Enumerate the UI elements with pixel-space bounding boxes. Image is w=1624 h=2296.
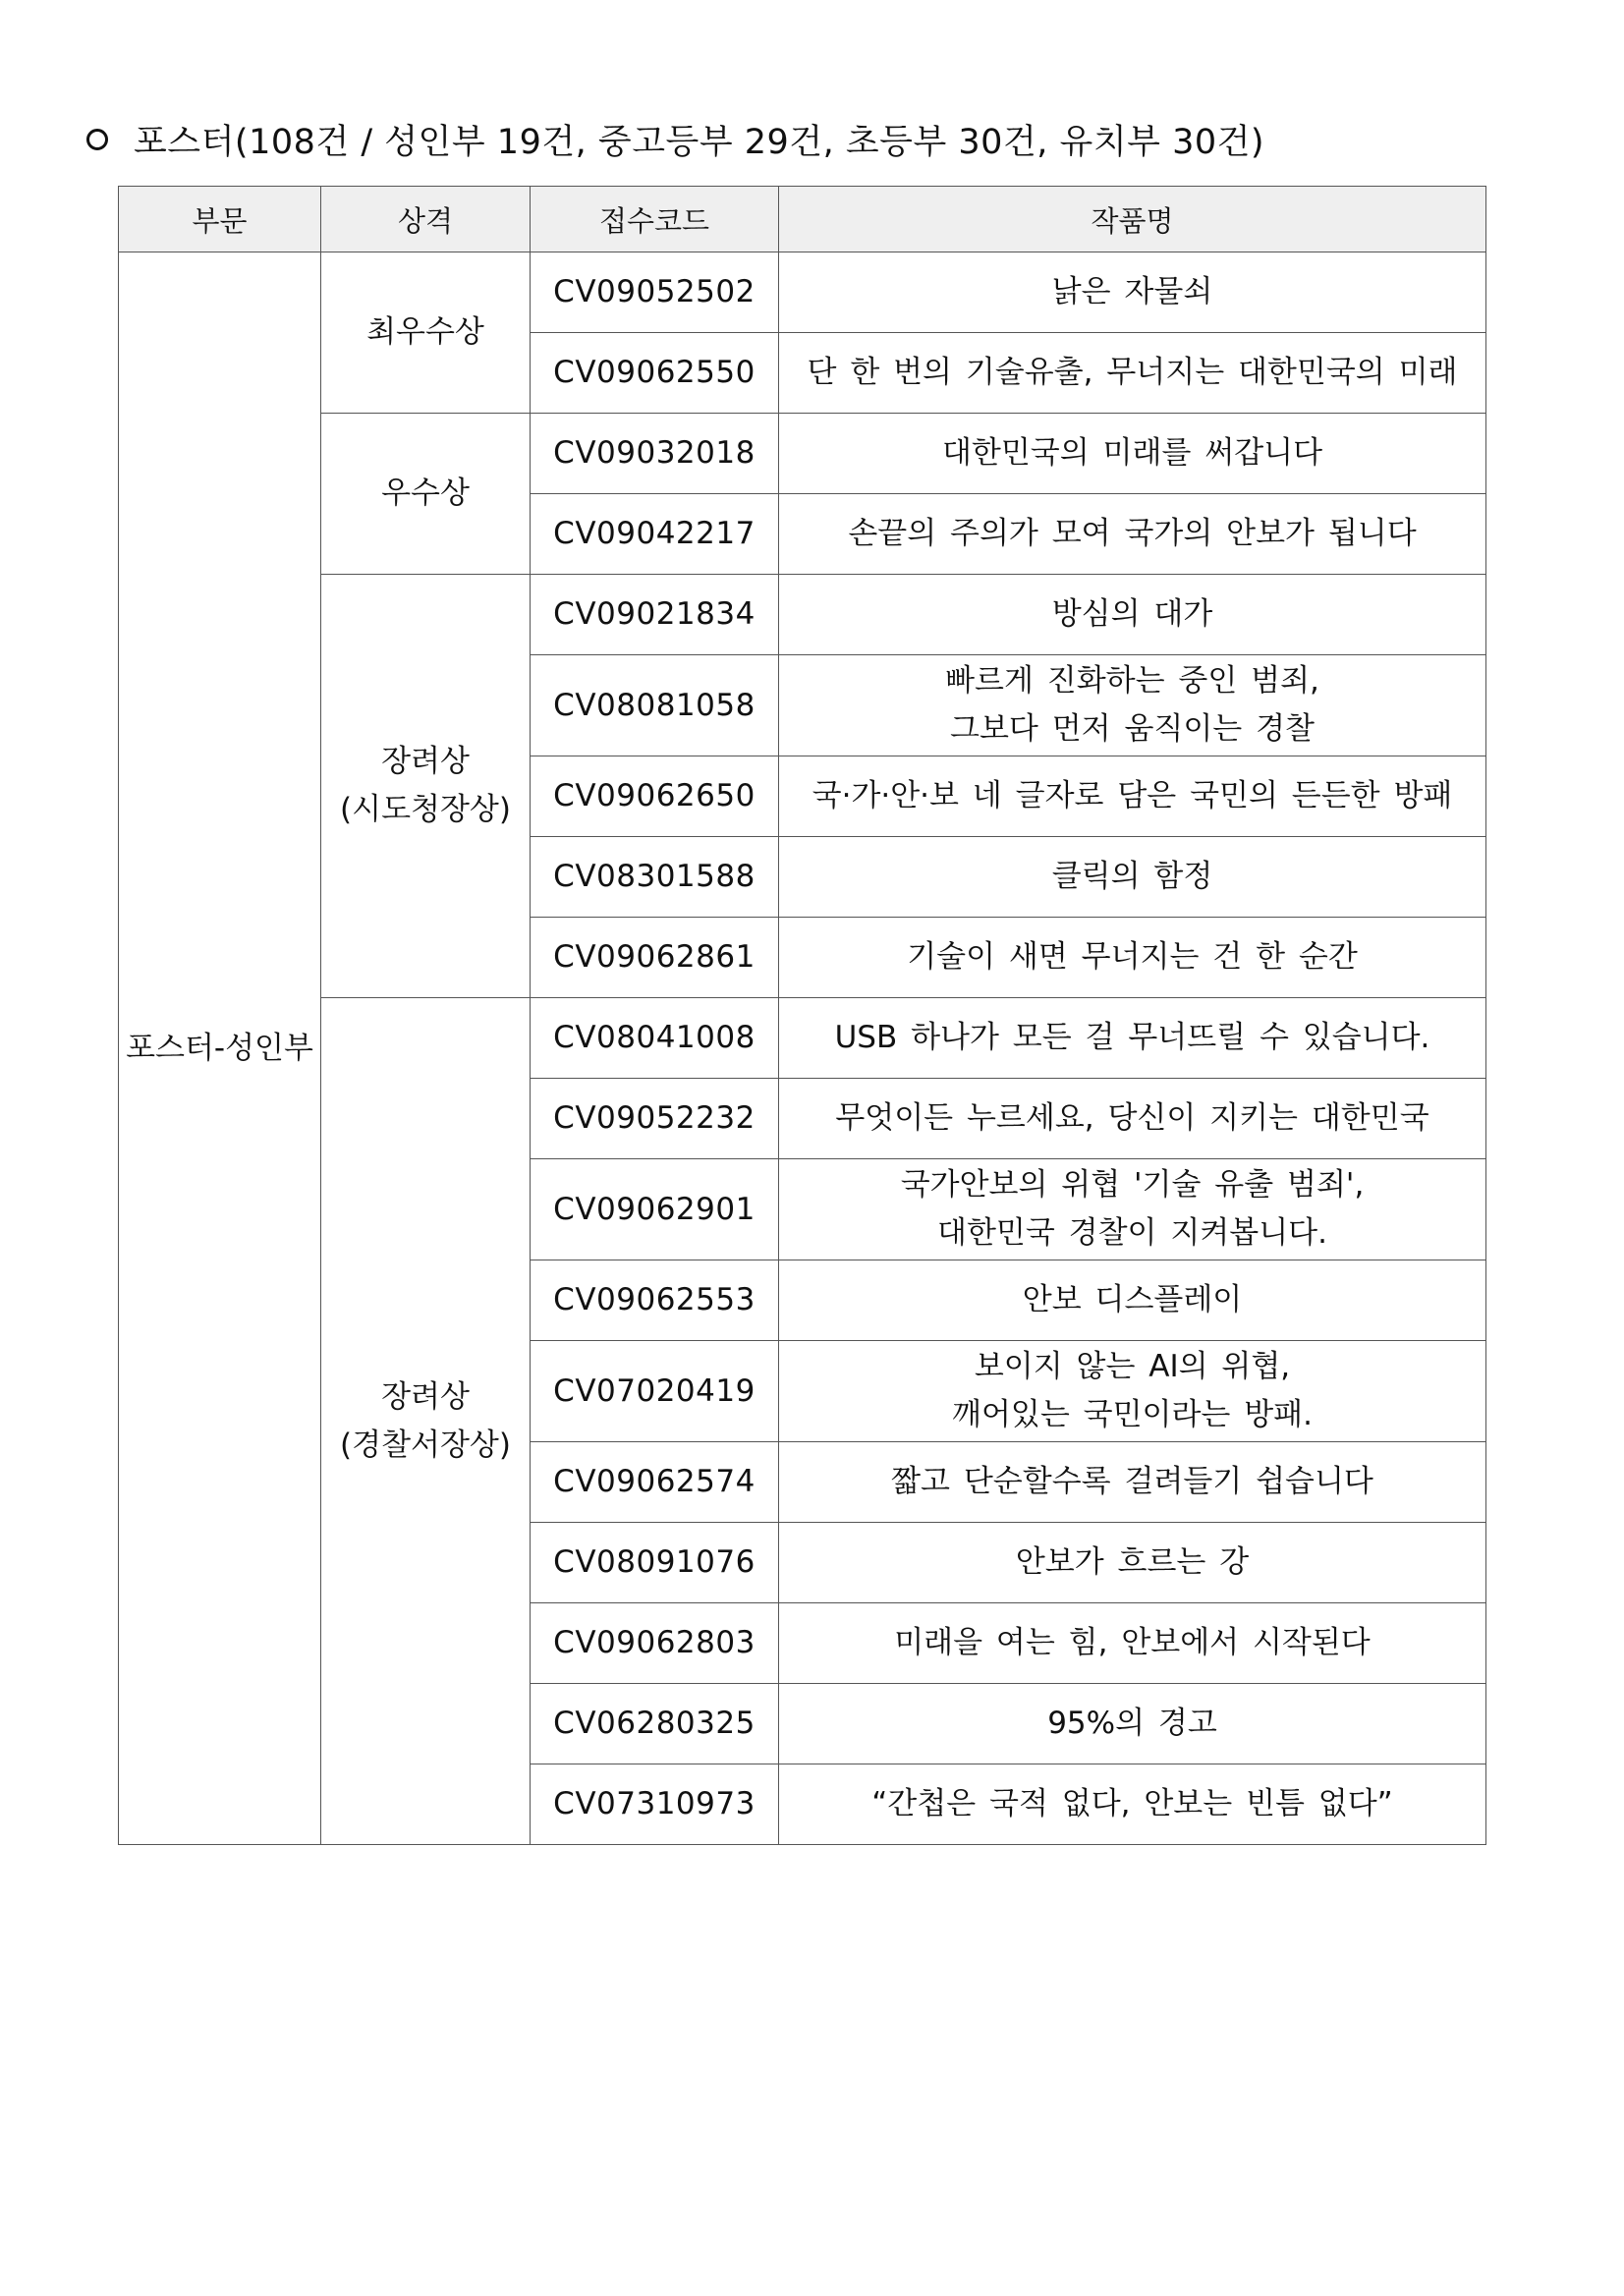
submission-code: CV09021834 — [531, 575, 779, 655]
submission-code: CV07310973 — [531, 1764, 779, 1845]
work-title-line: 빠르게 진화하는 중인 범죄, — [945, 663, 1319, 699]
work-title-line: 안보 디스플레이 — [1022, 1282, 1243, 1317]
award-cell — [321, 414, 531, 575]
table-body — [119, 252, 1486, 1845]
work-title-line: 무엇이든 누르세요, 당신이 지키는 대한민국 — [835, 1100, 1429, 1136]
submission-code: CV08081058 — [531, 655, 779, 756]
section-heading-text: 포스터(108건 / 성인부 19건, 중고등부 29건, 초등부 30건, 유치부 30건) — [134, 123, 1265, 162]
submission-code: CV09052232 — [531, 1079, 779, 1159]
award-label: 장려상 — [381, 1378, 470, 1415]
award-cell — [321, 998, 531, 1845]
work-title — [779, 1603, 1486, 1684]
work-title-line: “간첩은 국적 없다, 안보는 빈틈 없다” — [871, 1786, 1393, 1821]
work-title-line: 보이지 않는 AI의 위협, — [974, 1349, 1291, 1384]
work-title — [779, 998, 1486, 1079]
work-title-line: 대한민국의 미래를 써갑니다 — [941, 435, 1323, 471]
submission-code: CV08301588 — [531, 837, 779, 918]
work-title-line: 낡은 자물쇠 — [1051, 274, 1213, 309]
work-title-line: 국가안보의 위협 '기술 유출 범죄', — [900, 1167, 1365, 1203]
work-title — [779, 655, 1486, 756]
work-title-line: 95%의 경고 — [1047, 1706, 1217, 1741]
work-title — [779, 252, 1486, 333]
work-title — [779, 414, 1486, 494]
work-title — [779, 575, 1486, 655]
submission-code: CV09042217 — [531, 494, 779, 575]
submission-code: CV09062650 — [531, 756, 779, 837]
work-title-line: 대한민국 경찰이 지켜봅니다. — [937, 1215, 1327, 1251]
submission-code: CV09062574 — [531, 1442, 779, 1523]
work-title-line: 안보가 흐르는 강 — [1015, 1544, 1250, 1580]
award-label: 장려상 — [381, 744, 470, 779]
poster-results-table — [118, 186, 1486, 1845]
award-label: (시도청장상) — [340, 792, 511, 827]
submission-code: CV09062553 — [531, 1260, 779, 1341]
submission-code: CV08091076 — [531, 1523, 779, 1603]
category-cell: 포스터-성인부 — [119, 252, 321, 1845]
submission-code: CV09062861 — [531, 918, 779, 998]
award-label: 최우수상 — [366, 314, 484, 350]
work-title-line: 클릭의 함정 — [1051, 859, 1213, 894]
table-header-row — [119, 187, 1486, 252]
work-title — [779, 1260, 1486, 1341]
work-title-line: USB 하나가 모든 걸 무너뜨릴 수 있습니다. — [834, 1020, 1430, 1055]
header-code: 접수코드 — [531, 187, 779, 252]
work-title-line: 그보다 먼저 움직이는 경찰 — [950, 711, 1315, 747]
work-title — [779, 1341, 1486, 1442]
table-row — [119, 414, 1486, 494]
work-title-line: 기술이 새면 무너지는 건 한 순간 — [907, 939, 1358, 975]
work-title-line: 방심의 대가 — [1051, 596, 1213, 632]
circle-bullet-icon — [86, 129, 108, 150]
work-title-line: 짧고 단순할수록 걸려들기 쉽습니다 — [891, 1464, 1373, 1499]
work-title — [779, 333, 1486, 414]
submission-code: CV06280325 — [531, 1684, 779, 1764]
submission-code: CV09062901 — [531, 1159, 779, 1260]
award-cell — [321, 252, 531, 414]
work-title — [779, 1684, 1486, 1764]
work-title-line: 국·가·안·보 네 글자로 담은 국민의 든든한 방패 — [812, 778, 1453, 813]
table-row — [119, 998, 1486, 1079]
work-title — [779, 1159, 1486, 1260]
work-title — [779, 494, 1486, 575]
header-category: 부문 — [119, 187, 321, 252]
section-heading — [86, 116, 1264, 163]
submission-code: CV09052502 — [531, 252, 779, 333]
submission-code: CV08041008 — [531, 998, 779, 1079]
work-title-line: 깨어있는 국민이라는 방패. — [952, 1397, 1313, 1432]
work-title — [779, 1442, 1486, 1523]
submission-code: CV07020419 — [531, 1341, 779, 1442]
work-title-line: 손끝의 주의가 모여 국가의 안보가 됩니다 — [848, 516, 1417, 551]
submission-code: CV09032018 — [531, 414, 779, 494]
work-title — [779, 1523, 1486, 1603]
table-row — [119, 575, 1486, 655]
award-label: 우수상 — [381, 476, 470, 511]
work-title-line: 미래을 여는 힘, 안보에서 시작된다 — [894, 1625, 1371, 1660]
award-cell — [321, 575, 531, 998]
work-title — [779, 1764, 1486, 1845]
work-title — [779, 756, 1486, 837]
work-title-line: 단 한 번의 기술유출, 무너지는 대한민국의 미래 — [807, 355, 1458, 390]
header-award: 상격 — [321, 187, 531, 252]
submission-code: CV09062550 — [531, 333, 779, 414]
award-label: (경찰서장상) — [340, 1427, 511, 1463]
submission-code: CV09062803 — [531, 1603, 779, 1684]
work-title — [779, 918, 1486, 998]
work-title — [779, 1079, 1486, 1159]
work-title — [779, 837, 1486, 918]
table-row — [119, 252, 1486, 333]
header-title: 작품명 — [779, 187, 1486, 252]
